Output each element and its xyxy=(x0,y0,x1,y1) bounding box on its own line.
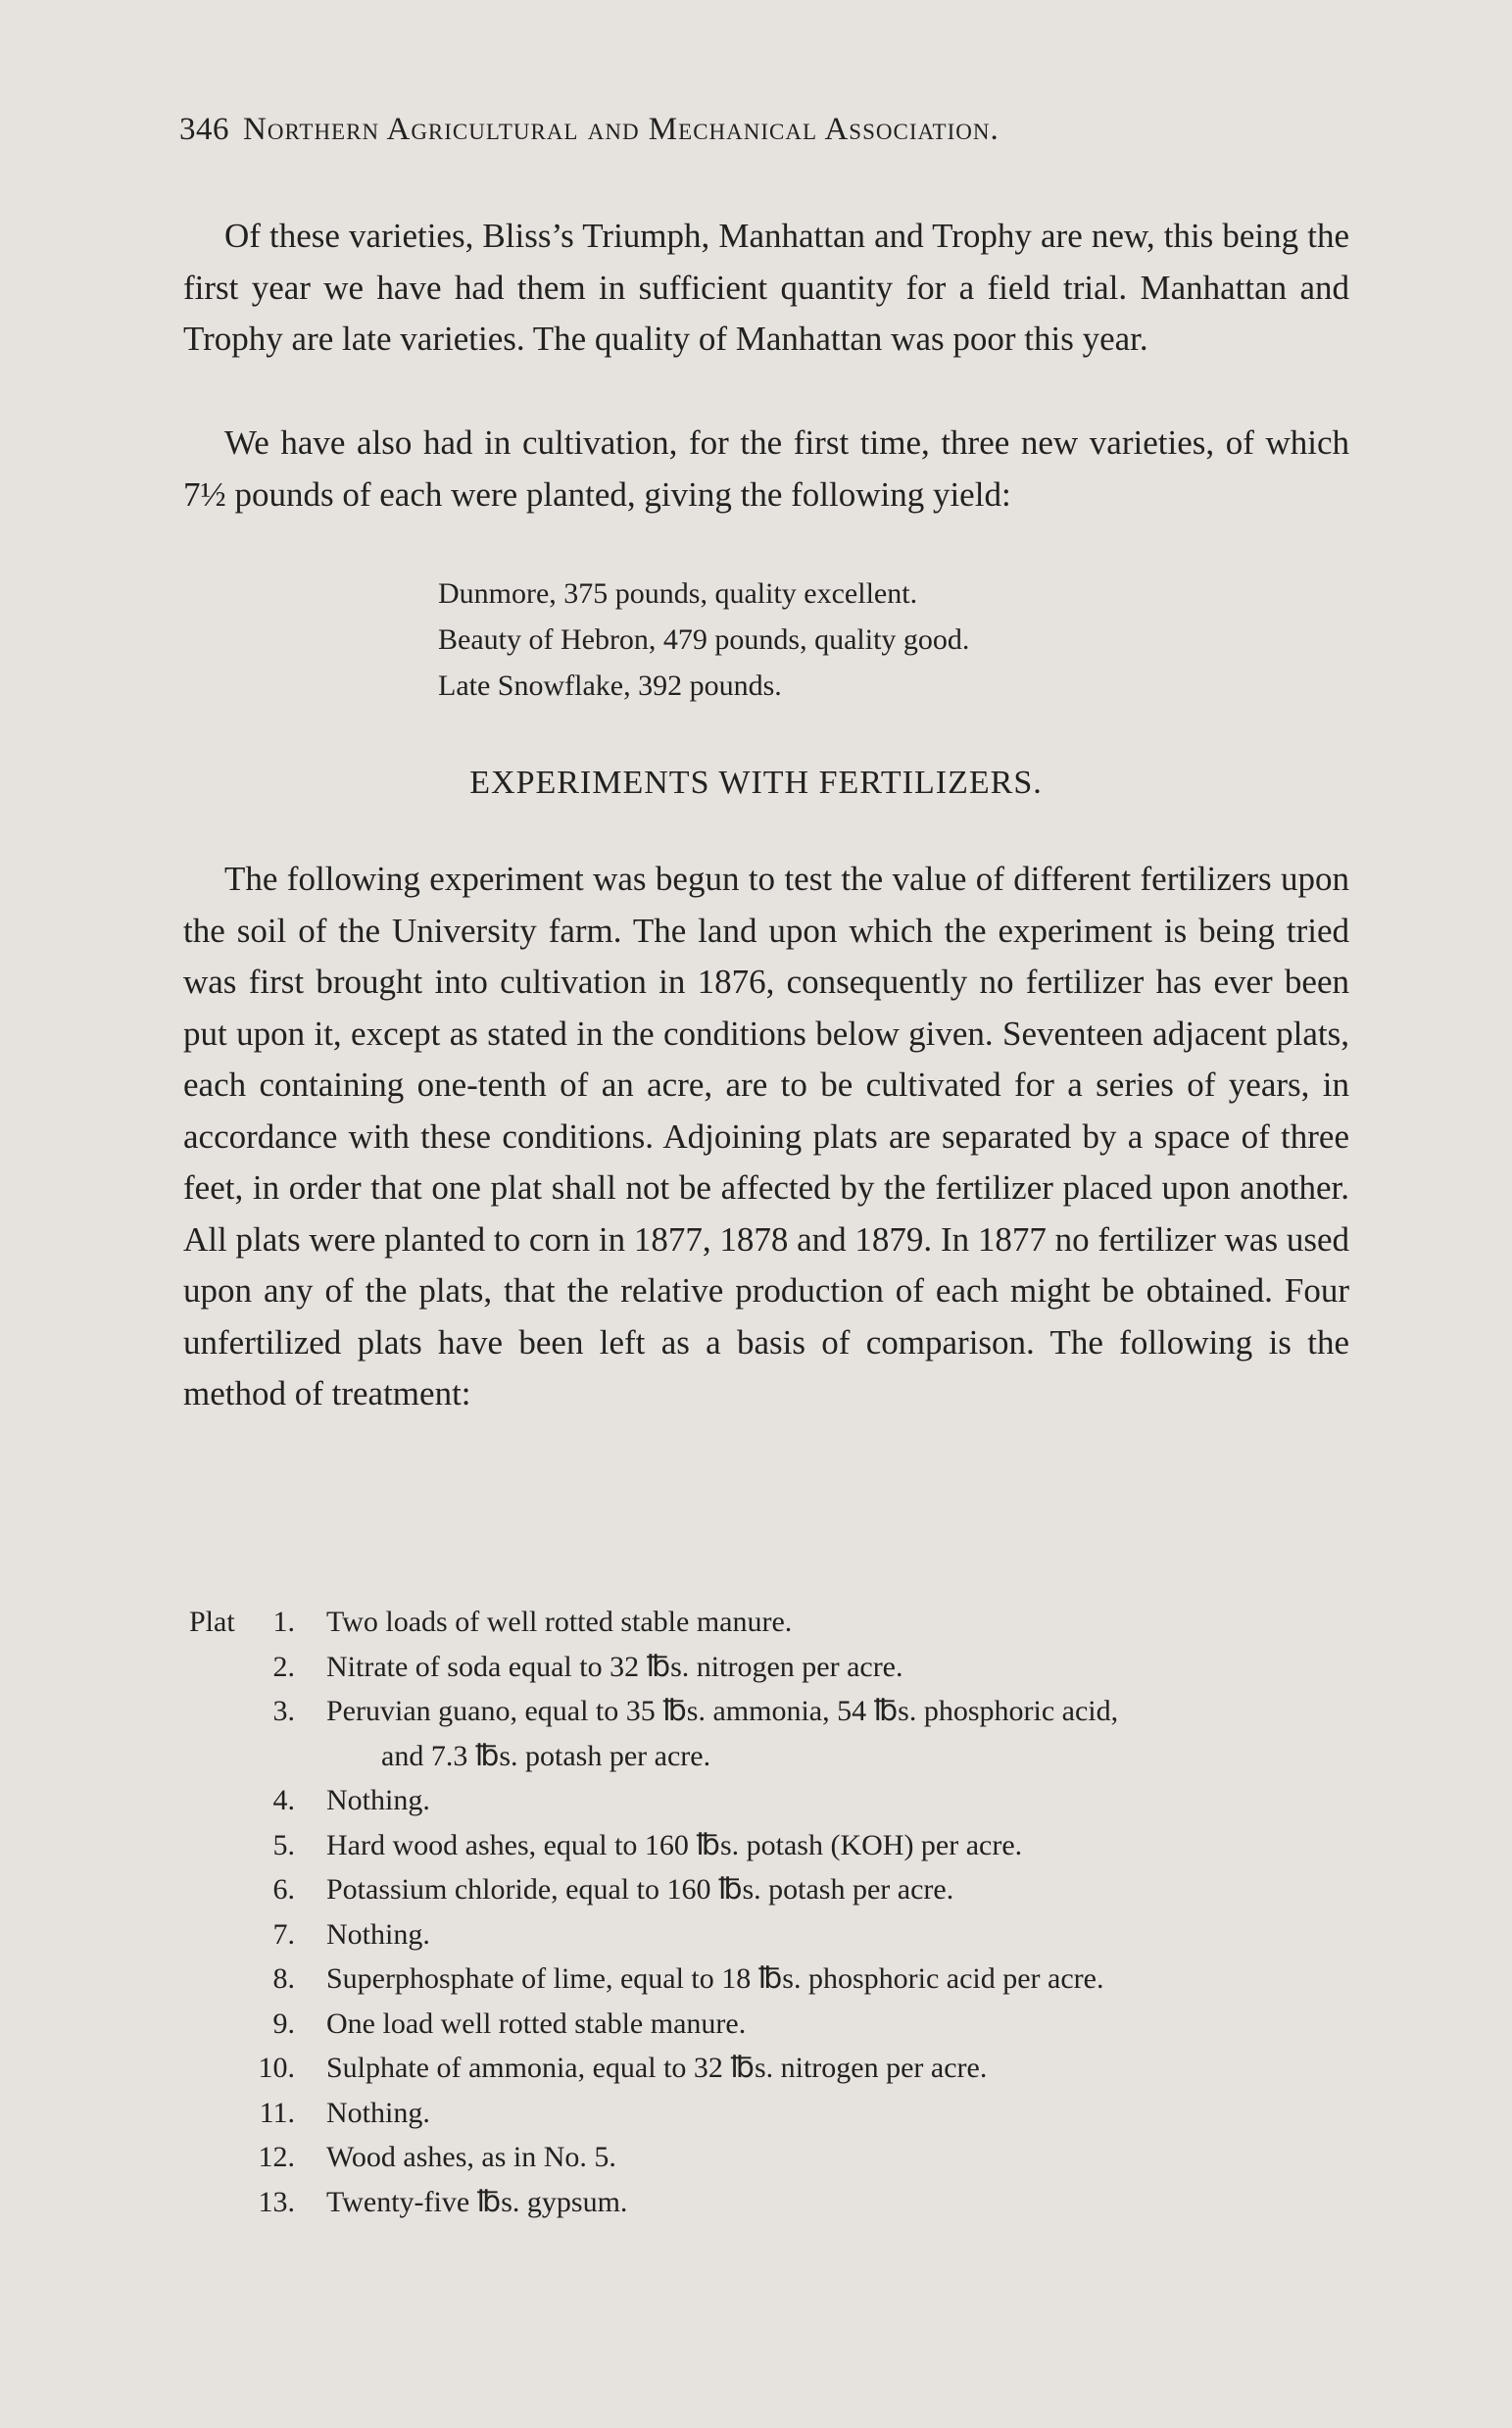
running-header xyxy=(179,112,1341,148)
page-number: 346 xyxy=(179,112,229,147)
plat-treatment: Sulphate of ammonia, equal to 32 ℔s. nitrogen per acre. xyxy=(326,2052,988,2084)
plat-treatment: Hard wood ashes, equal to 160 ℔s. potash (KOH) per acre. xyxy=(326,1828,1023,1861)
running-title: Northern Agricultural and Mechanical Association. xyxy=(243,112,1000,147)
plat-list xyxy=(189,1600,1365,2224)
yield-list xyxy=(438,570,969,709)
yield-item-dunmore: Dunmore, 375 pounds, quality excellent. xyxy=(438,577,918,610)
plat-item xyxy=(189,1689,1365,1778)
plat-item xyxy=(189,2091,1365,2136)
plat-number: 6. xyxy=(272,1873,295,1906)
plat-number: 3. xyxy=(272,1695,295,1727)
plat-item xyxy=(189,2180,1365,2225)
plat-item xyxy=(189,2046,1365,2091)
paragraph-new-varieties: We have also had in cultivation, for the first time, three new varieties, of which 7½ pounds of each were planted, giving the following yield: xyxy=(183,423,1349,514)
plat-item xyxy=(189,1778,1365,1823)
plat-number: 12. xyxy=(258,2141,295,2173)
plat-number: 5. xyxy=(272,1828,295,1861)
plat-number: 9. xyxy=(272,2007,295,2040)
yield-item-beauty-of-hebron: Beauty of Hebron, 479 pounds, quality good. xyxy=(438,623,970,656)
plat-treatment: Nothing. xyxy=(326,1784,430,1816)
plat-number: 2. xyxy=(272,1650,295,1683)
plat-treatment: Superphosphate of lime, equal to 18 ℔s. phosphoric acid per acre. xyxy=(326,1962,1104,1995)
plat-number: 4. xyxy=(272,1784,295,1816)
plat-item xyxy=(189,2002,1365,2047)
paragraph-varieties: Of these varieties, Bliss’s Triumph, Manhattan and Trophy are new, this being the first year we have had them in sufficient quantity for a field trial. Manhattan and Trophy are late varieties. The quality of Manhattan was poor this year. xyxy=(183,217,1349,358)
plat-treatment: Peruvian guano, equal to 35 ℔s. ammonia, 54 ℔s. phosphoric acid, xyxy=(326,1695,1119,1727)
plat-item xyxy=(189,1823,1365,1868)
plat-number: 10. xyxy=(258,2052,295,2084)
plat-item xyxy=(189,1600,1365,1645)
plat-treatment: Nothing. xyxy=(326,2096,430,2129)
plat-number: 11. xyxy=(259,2096,295,2129)
plat-item xyxy=(189,1867,1365,1912)
plat-treatment: Nothing. xyxy=(326,1917,430,1951)
plat-number: 8. xyxy=(272,1962,295,1995)
plat-number: 7. xyxy=(272,1917,295,1951)
plat-prefix: Plat xyxy=(189,1606,235,1638)
plat-item xyxy=(189,2135,1365,2180)
plat-treatment: Nitrate of soda equal to 32 ℔s. nitrogen per acre. xyxy=(326,1650,903,1683)
plat-treatment: Potassium chloride, equal to 160 ℔s. potash per acre. xyxy=(326,1873,954,1906)
section-heading: EXPERIMENTS WITH FERTILIZERS. xyxy=(469,765,1043,801)
plat-number: 13. xyxy=(258,2185,295,2218)
plat-item xyxy=(189,1912,1365,1957)
yield-item-late-snowflake: Late Snowflake, 392 pounds. xyxy=(438,669,782,702)
paragraph-experiment: The following experiment was begun to test the value of different fertilizers upon the soil of the University farm. The land upon which the experiment is being tried was first brought into cultivation in 1876, consequently no fertilizer has ever been put upon it, except as stated in the conditions below given. Seventeen adjacent plats, each containing one-tenth of an acre, are to be cultivated for a series of years, in accordance with these conditions. Adjoining plats are separated by a space of three feet, in order that one plat shall not be affected by the fertilizer placed upon another. All plats were planted to corn in 1877, 1878 and 1879. In 1877 no fertilizer was used upon any of the plats, that the relative production of each might be obtained. Four unfertilized plats have been left as a basis of comparison. The following is the method of treatment: xyxy=(183,860,1349,1412)
plat-treatment: Twenty-five ℔s. gypsum. xyxy=(326,2185,628,2218)
plat-treatment: Wood ashes, as in No. 5. xyxy=(326,2141,616,2173)
plat-item xyxy=(189,1957,1365,2002)
plat-number: 1. xyxy=(272,1606,295,1638)
plat-treatment: Two loads of well rotted stable manure. xyxy=(326,1606,793,1638)
plat-item xyxy=(189,1645,1365,1690)
plat-treatment-continued: and 7.3 ℔s. potash per acre. xyxy=(381,1739,711,1772)
plat-treatment: One load well rotted stable manure. xyxy=(326,2007,747,2040)
